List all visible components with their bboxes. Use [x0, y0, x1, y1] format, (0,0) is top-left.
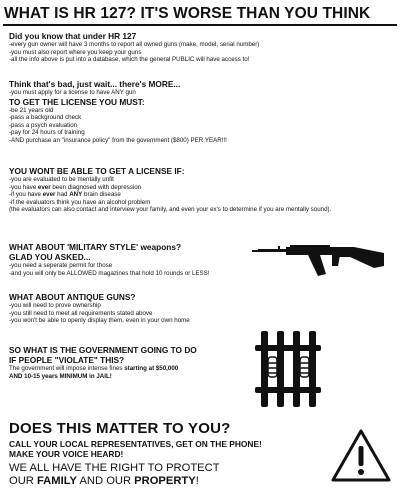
list-item: -pass a background check [9, 114, 82, 122]
list-item: -you won't be able to openly display them, even in your own home [9, 317, 190, 325]
section-call-to-action [9, 420, 262, 488]
list-item: -every gun owner will have 3 months to report all owned guns (make, model, serial number) [9, 41, 260, 48]
title-divider [3, 24, 397, 26]
list-item: -if the evaluators think you have an alcohol problem [9, 198, 151, 206]
list-item: -pay for 24 hours of training [9, 129, 85, 137]
section-penalties [9, 345, 197, 380]
section-license [9, 79, 227, 145]
section-heading: WHAT ABOUT 'MILITARY STYLE' weapons? [9, 242, 182, 252]
list-item: -you are evaluated to be mentally unfit [9, 176, 114, 183]
list-item: -you still need to meet all requirements stated above [9, 309, 153, 317]
section-hr127 [9, 31, 259, 64]
list-item: -and you will only be ALLOWED magazines that hold 10 rounds or LESS! [9, 269, 210, 277]
list-item: The government will impose intense fines starting at $50,000 [9, 365, 179, 372]
list-item: -you will need to prove ownership [9, 302, 101, 309]
rights-line: OUR FAMILY AND OUR PROPERTY! [9, 475, 199, 487]
section-disqualifiers [9, 166, 389, 214]
cta-line: MAKE YOUR VOICE HEARD! [9, 449, 124, 459]
section-antique-guns [9, 292, 190, 325]
page-title: WHAT IS HR 127? IT'S WORSE THAN YOU THINK [4, 5, 371, 22]
section-heading: YOU WONT BE ABLE TO GET A LICENSE IF: [9, 166, 185, 176]
section-subheading: TO GET THE LICENSE YOU MUST: [9, 96, 145, 107]
jail-bars-hands-icon [247, 327, 327, 411]
list-item: AND 10-15 years MINIMUM in JAIL! [9, 372, 112, 380]
cta-line: CALL YOUR LOCAL REPRESENTATIVES, GET ON THE PHONE! [9, 439, 262, 449]
section-heading: Did you know that under HR 127 [9, 31, 137, 41]
section-subheading: IF PEOPLE "VIOLATE" THIS? [9, 355, 125, 365]
section-subheading: GLAD YOU ASKED... [9, 252, 91, 262]
section-heading: WHAT ABOUT ANTIQUE GUNS? [9, 292, 136, 302]
warning-triangle-icon [330, 428, 392, 484]
section-heading: Think that's bad, just wait... there's MORE... [9, 79, 181, 89]
list-item: -be 21 years old [9, 106, 54, 114]
list-item: -pass a psych evaluation [9, 121, 78, 129]
list-item: -you need a seperate permit for those [9, 262, 113, 269]
list-item: (the evaluators can also contact and interview your family, and even your ex's to determine if you are mentally sound). [9, 206, 332, 214]
assault-rifle-icon [250, 236, 390, 284]
list-item: -if you have ever had ANY brain disease [9, 191, 121, 199]
cta-heading: DOES THIS MATTER TO YOU? [9, 420, 231, 437]
rights-line: WE ALL HAVE THE RIGHT TO PROTECT [9, 462, 220, 474]
list-item: -you must apply for a license to have ANY gun [9, 89, 136, 96]
list-item: -you must also report where you keep your guns [9, 48, 142, 56]
section-military-weapons [9, 242, 210, 277]
list-item: -all the info above is put into a database, which the general PUBLIC will have access to! [9, 56, 250, 64]
list-item: -AND purchase an "insurance policy" from the government ($800) PER YEAR!!! [9, 136, 227, 144]
list-item: -you have ever been diagnosed with depression [9, 183, 142, 191]
section-heading: SO WHAT IS THE GOVERNMENT GOING TO DO [9, 345, 197, 355]
